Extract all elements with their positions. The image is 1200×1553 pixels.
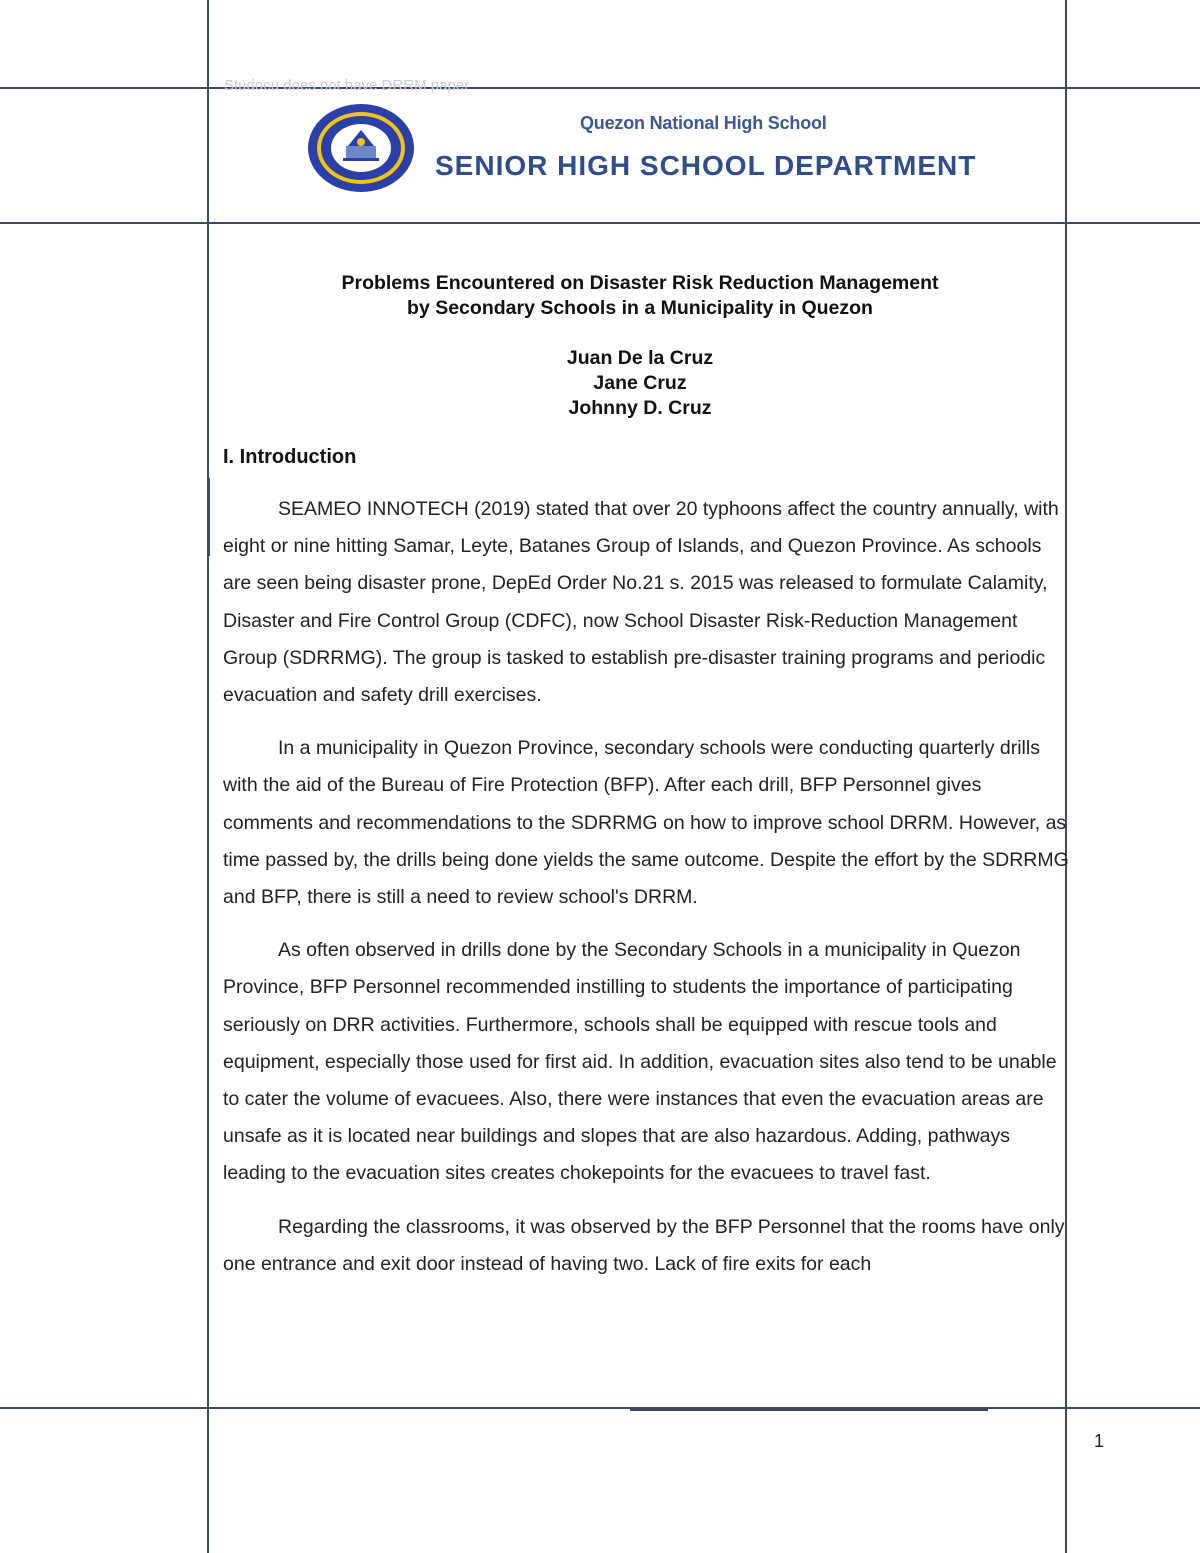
header-faint-text: Studocu does not have DRRM paper (224, 77, 470, 94)
school-seal-logo (306, 102, 416, 194)
header-top-rule (0, 87, 1200, 89)
title-line-1: Problems Encountered on Disaster Risk Reduction Management (341, 272, 939, 294)
header-bottom-rule (0, 222, 1200, 224)
margin-marker (208, 478, 210, 556)
page-number: 1 (1094, 1431, 1105, 1451)
author-name: Jane Cruz (593, 372, 687, 394)
section-heading: I. Introduction (223, 446, 357, 468)
school-name: Quezon National High School (580, 113, 827, 133)
footer-top-rule (0, 1407, 1200, 1409)
paper-title (220, 271, 1060, 321)
paragraph: As often observed in drills done by the Secondary Schools in a municipality in Quezon Province, BFP Personnel recommended instilling to students the importance of participating seriously on DRR activities. Furthermore, schools shall be equipped with rescue tools and equipment, especially those used for first aid. In addition, evacuation sites also tend to be unable to cater the volume of evacuees. Also, there were instances that even the evacuation areas are unsafe as it is located near buildings and slopes that are also hazardous. Adding, pathways leading to the evacuation sites creates chokepoints for the evacuees to travel fast. (223, 939, 1057, 1185)
author-list (220, 346, 1060, 421)
paragraph: In a municipality in Quezon Province, secondary schools were conducting quarterly drills with the aid of the Bureau of Fire Protection (BFP). After each drill, BFP Personnel gives comments and recommendations to the SDRRMG on how to improve school DRRM. However, as time passed by, the drills being done yields the same outcome. Despite the effort by the SDRRMG and BFP, there is still a need to review school's DRRM. (223, 737, 1069, 909)
author-name: Juan De la Cruz (566, 347, 714, 369)
author-name: Johnny D. Cruz (568, 397, 712, 419)
department-title: SENIOR HIGH SCHOOL DEPARTMENT (435, 150, 977, 181)
frame-line-left (207, 0, 209, 1553)
title-line-2: by Secondary Schools in a Municipality in Quezon (407, 297, 873, 319)
footer-accent-rule (630, 1408, 988, 1411)
body-text (223, 491, 1069, 1299)
paragraph: SEAMEO INNOTECH (2019) stated that over 20 typhoons affect the country annually, with eight or nine hitting Samar, Leyte, Batanes Group of Islands, and Quezon Province. As schools are seen being disaster prone, DepEd Order No.21 s. 2015 was released to formulate Calamity, Disaster and Fire Control Group (CDFC), now School Disaster Risk-Reduction Management Group (SDRRMG). The group is tasked to establish pre-disaster training programs and periodic evacuation and safety drill exercises. (223, 498, 1059, 707)
paragraph: Regarding the classrooms, it was observed by the BFP Personnel that the rooms have only one entrance and exit door instead of having two. Lack of fire exits for each (223, 1215, 1065, 1275)
